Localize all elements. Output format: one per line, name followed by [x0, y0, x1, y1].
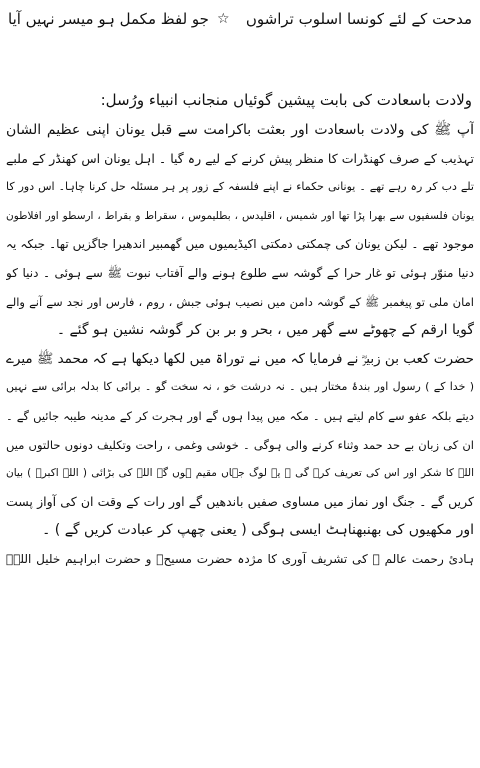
text-line: دنیا منوّر ہوئی تو غار حرا کے گوشہ سے طلوع ہونے والے آفتاب نبوت ﷺ سے ہوئی ۔ دنیا کو — [6, 265, 474, 280]
text-line: حضرت کعب بن زبیرؓ نے فرمایا کہ میں نے توراۃ میں لکھا دیکھا ہے کہ محمد ﷺ میرے — [6, 350, 474, 367]
section-heading: ولادت باسعادت کی بابت پیشین گوئیاں منجانب انبیاء ورُسل: — [100, 91, 472, 109]
text-line: تلے دب کر رہ رہے تھے ۔ یونانی حکماء نے اپنے فلسفہ کے زور پر ہر مسئلہ حل کرنا چاہا۔ اس دور کا — [6, 180, 474, 194]
text-line: ہادیٔ رحمت عالم ﷺ کی تشریف آوری کا مژدہ حضرت مسیحؑ و حضرت ابراہیم خلیل اللہؑ — [6, 551, 474, 566]
header-verse-right — [246, 4, 472, 34]
header-verse-second-line: جو لفظ مکمل ہو میسر نہیں آیا — [8, 10, 209, 28]
text-line: گویا ارقم کے چھوٹے سے گھر میں ، بحر و بر بن کر گوشہ نشین ہو گئے ۔ — [56, 322, 474, 339]
text-line: اور مکھیوں کی بھنبھناہٹ ایسی ہوگی ( یعنی چھپ کر عبادت کریں گے ) ۔ — [42, 522, 474, 539]
text-line: امان ملی تو پیغمبر ﷺ کے گوشہ دامن میں نصیب ہوئی جبش ، روم ، فارس اور نجد سے آنے والے — [6, 294, 474, 309]
text-line: آپ ﷺ کی ولادت باسعادت اور بعثت باکرامت سے قبل یونان اپنی عظیم الشان — [6, 122, 474, 138]
header-verse-left — [8, 4, 230, 34]
star-icon: ☆ — [216, 11, 230, 27]
body-text — [6, 116, 474, 574]
text-line: تہذیب کے صرف کھنڈرات کا منظر پیش کرنے کے لیے رہ گیا ۔ اہل یونان اس کھنڈر کے ملبے — [6, 150, 474, 166]
text-line: موجود تھے ۔ لیکن یونان کی چمکتی دمکتی اکیڈیمیوں میں گھمبیر اندھیرا جاگزیں تھا۔ جبکہ یہ — [6, 237, 474, 252]
text-line: یونان فلسفیوں سے بھرا پڑا تھا اور شمیس ، اقلیدس ، بطلیموس ، سقراط و بقراط ، ارسطو اور افلاطون — [6, 209, 474, 222]
text-line: اللہ کا شکر اور اس کی تعریف کرے گی ۔ یہ لوگ جہاں مقیم ہوں گے اللہ کی بڑائی ( اللہ اکبرؔ ) بیان — [6, 467, 474, 480]
text-line: دیتے بلکہ عفو سے کام لیتے ہیں ۔ مکہ میں پیدا ہوں گے اور ہجرت کر کے مدینہ طیبہ جائیں گے ۔ — [6, 408, 474, 423]
page-header — [8, 4, 472, 34]
text-line: ان کی زبان بے حد حمد وثناء کرنے والی ہوگی ۔ خوشی وغمی ، راحت وتکلیف دونوں حالتوں میں — [6, 437, 474, 452]
text-line: کریں گے ۔ جنگ اور نماز میں مساوی صفیں باندھیں گے اور رات کے وقت ان کی آواز پست — [6, 493, 474, 509]
header-verse-first-line: مدحت کے لئے کونسا اسلوب تراشوں — [245, 10, 472, 28]
text-line: ( خدا کے ) رسول اور بندۂ مختار ہیں ۔ نہ درشت خو ، نہ سخت گو ۔ برائی کا بدلہ برائی سے نہیں — [6, 380, 474, 394]
